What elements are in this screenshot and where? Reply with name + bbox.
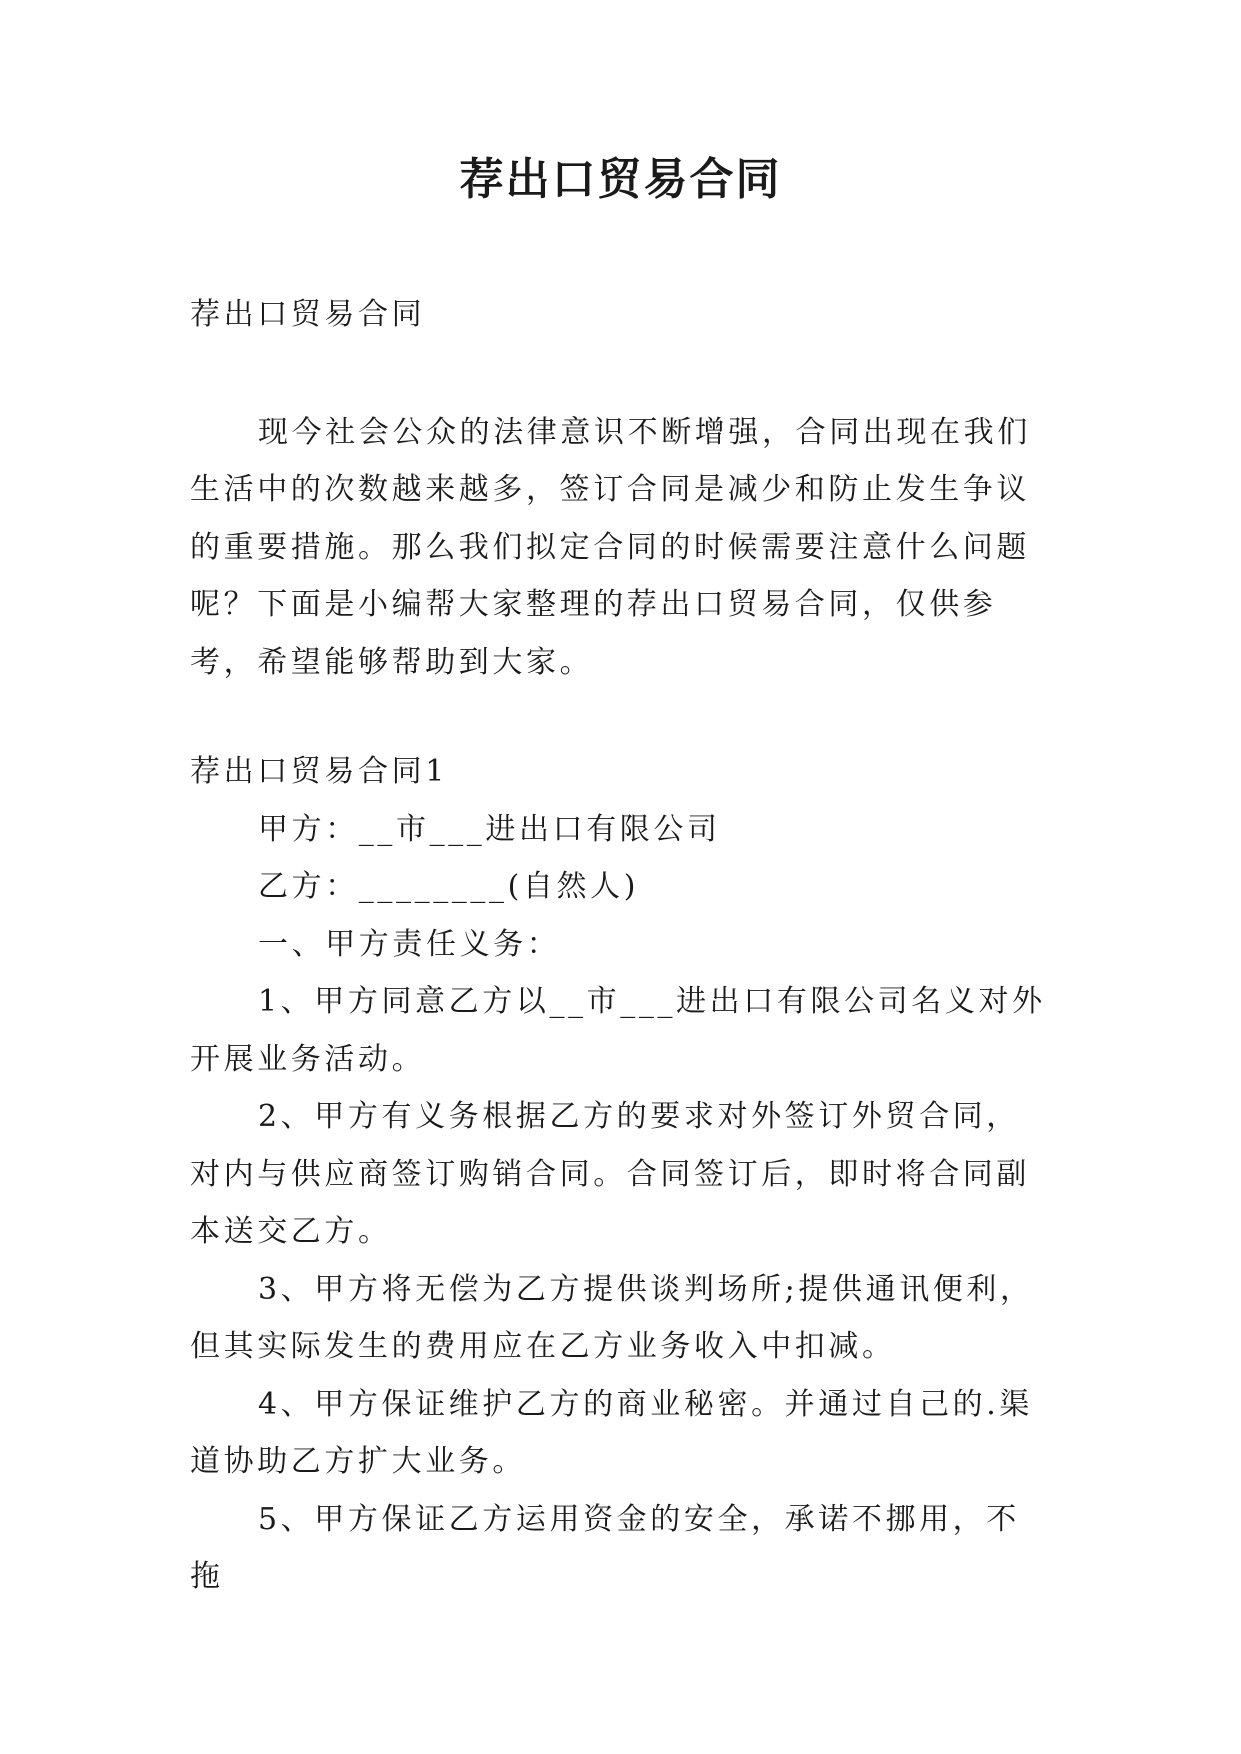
clause-paragraph: 4、甲方保证维护乙方的商业秘密。并通过自己的.渠道协助乙方扩大业务。 [190,1386,1034,1479]
intro-paragraph: 现今社会公众的法律意识不断增强，合同出现在我们生活中的次数越来越多，签订合同是减少和防止发生争议的重要措施。那么我们拟定合同的时候需要注意什么问题呢？下面是小编帮大家整理的荐出口贸易合同，仅供参考，希望能够帮助到大家。 [190,414,1031,680]
document-title: 荐出口贸易合同 [459,154,782,205]
clause-paragraph: 1、甲方同意乙方以__市___进出口有限公司名义对外开展业务活动。 [190,984,1046,1077]
document-subtitle: 荐出口贸易合同 [190,297,426,332]
clause-paragraph: 3、甲方将无偿为乙方提供谈判场所;提供通讯便利，但其实际发生的费用应在乙方业务收入中扣减。 [190,1271,1034,1364]
section-heading: 荐出口贸易合同1 [190,754,448,789]
document-body [190,286,1050,1606]
clause-paragraph: 2、甲方有义务根据乙方的要求对外签订外贸合同，对内与供应商签订购销合同。合同签订后，即时将合同副本送交乙方。 [190,1099,1030,1249]
clause-paragraph: 5、甲方保证乙方运用资金的安全，承诺不挪用，不拖 [190,1501,1020,1594]
party-a-line: 甲方：__市___进出口有限公司 [258,811,721,847]
party-b-line: 乙方：________(自然人) [258,869,640,904]
spacer [190,344,1050,404]
spacer [190,691,1050,743]
clause-heading: 一、甲方责任义务： [258,926,561,962]
